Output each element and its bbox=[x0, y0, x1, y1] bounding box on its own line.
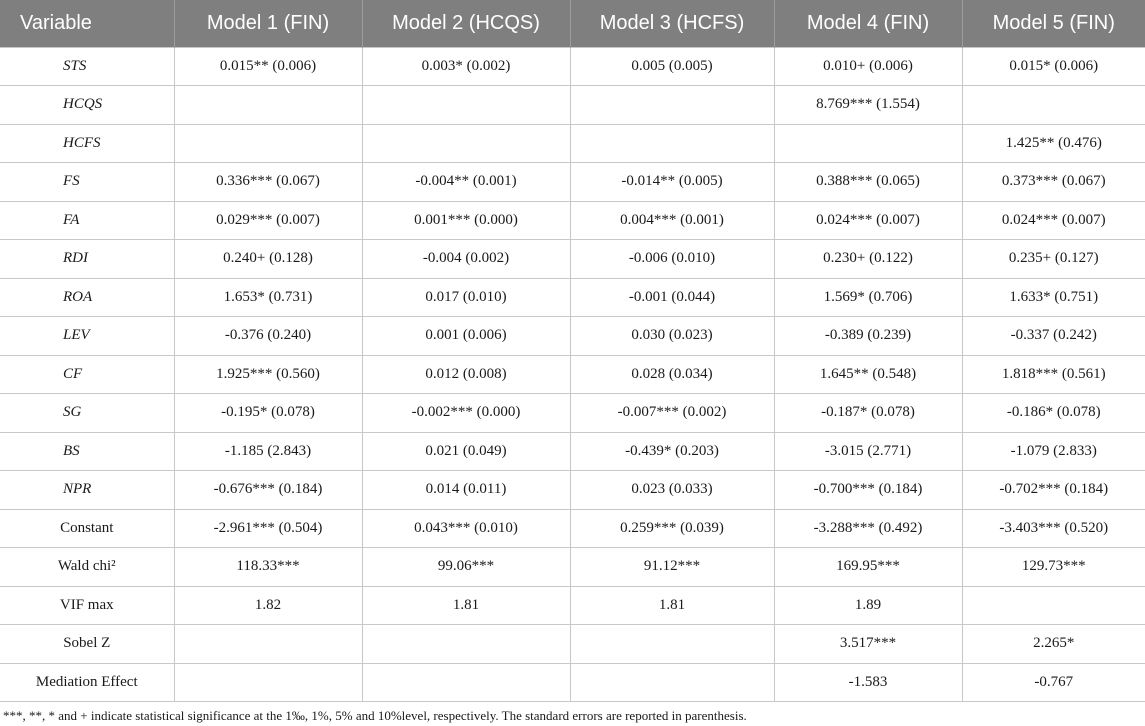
table-cell: -0.002*** (0.000) bbox=[362, 394, 570, 433]
table-cell: 118.33*** bbox=[174, 548, 362, 587]
table-cell: 91.12*** bbox=[570, 548, 774, 587]
table-row bbox=[0, 47, 1145, 86]
table-row bbox=[0, 201, 1145, 240]
row-variable-label: FA bbox=[0, 201, 174, 240]
row-variable-label: Mediation Effect bbox=[0, 663, 174, 702]
table-cell: 1.633* (0.751) bbox=[962, 278, 1145, 317]
table-cell: 1.645** (0.548) bbox=[774, 355, 962, 394]
row-variable-label: NPR bbox=[0, 471, 174, 510]
table-cell: -0.004 (0.002) bbox=[362, 240, 570, 279]
table-cell bbox=[362, 663, 570, 702]
header-model-3: Model 3 (HCFS) bbox=[570, 0, 774, 47]
table-cell: 1.818*** (0.561) bbox=[962, 355, 1145, 394]
table-cell: 0.373*** (0.067) bbox=[962, 163, 1145, 202]
table-cell: 1.81 bbox=[362, 586, 570, 625]
table-cell: -0.767 bbox=[962, 663, 1145, 702]
table-cell: 0.012 (0.008) bbox=[362, 355, 570, 394]
table-cell bbox=[362, 86, 570, 125]
row-variable-label: ROA bbox=[0, 278, 174, 317]
table-cell: 1.425** (0.476) bbox=[962, 124, 1145, 163]
table-cell: 0.021 (0.049) bbox=[362, 432, 570, 471]
table-cell: 1.81 bbox=[570, 586, 774, 625]
table-cell: 169.95*** bbox=[774, 548, 962, 587]
header-model-4: Model 4 (FIN) bbox=[774, 0, 962, 47]
header-model-1: Model 1 (FIN) bbox=[174, 0, 362, 47]
table-cell: 0.336*** (0.067) bbox=[174, 163, 362, 202]
row-variable-label: STS bbox=[0, 47, 174, 86]
table-row bbox=[0, 163, 1145, 202]
table-cell bbox=[962, 586, 1145, 625]
table-cell: 0.029*** (0.007) bbox=[174, 201, 362, 240]
table-row bbox=[0, 394, 1145, 433]
table-cell: 0.024*** (0.007) bbox=[962, 201, 1145, 240]
row-variable-label: Sobel Z bbox=[0, 625, 174, 664]
table-row bbox=[0, 548, 1145, 587]
table-cell: 0.015** (0.006) bbox=[174, 47, 362, 86]
row-variable-label: FS bbox=[0, 163, 174, 202]
table-cell: 1.569* (0.706) bbox=[774, 278, 962, 317]
row-variable-label: CF bbox=[0, 355, 174, 394]
table-cell: 0.017 (0.010) bbox=[362, 278, 570, 317]
table-row bbox=[0, 278, 1145, 317]
table-cell: -0.007*** (0.002) bbox=[570, 394, 774, 433]
table-cell: 3.517*** bbox=[774, 625, 962, 664]
table-cell: 0.003* (0.002) bbox=[362, 47, 570, 86]
table-cell bbox=[174, 663, 362, 702]
table-cell: 0.028 (0.034) bbox=[570, 355, 774, 394]
table-row bbox=[0, 124, 1145, 163]
row-variable-label: Wald chi² bbox=[0, 548, 174, 587]
table-cell: -0.337 (0.242) bbox=[962, 317, 1145, 356]
table-cell: 2.265* bbox=[962, 625, 1145, 664]
table-row bbox=[0, 240, 1145, 279]
table-cell: -0.195* (0.078) bbox=[174, 394, 362, 433]
table-cell bbox=[570, 625, 774, 664]
header-variable: Variable bbox=[0, 0, 174, 47]
table-cell: 8.769*** (1.554) bbox=[774, 86, 962, 125]
table-cell: 0.240+ (0.128) bbox=[174, 240, 362, 279]
table-cell: -0.389 (0.239) bbox=[774, 317, 962, 356]
table-cell: 0.023 (0.033) bbox=[570, 471, 774, 510]
table-row bbox=[0, 355, 1145, 394]
table-cell: 0.014 (0.011) bbox=[362, 471, 570, 510]
table-cell: 1.89 bbox=[774, 586, 962, 625]
table-cell: -0.676*** (0.184) bbox=[174, 471, 362, 510]
row-variable-label: LEV bbox=[0, 317, 174, 356]
table-row bbox=[0, 509, 1145, 548]
table-cell bbox=[174, 625, 362, 664]
table-cell: 129.73*** bbox=[962, 548, 1145, 587]
table-cell: 99.06*** bbox=[362, 548, 570, 587]
table-cell bbox=[570, 86, 774, 125]
table-cell bbox=[774, 124, 962, 163]
header-row bbox=[0, 0, 1145, 47]
row-variable-label: Constant bbox=[0, 509, 174, 548]
table-row bbox=[0, 663, 1145, 702]
row-variable-label: HCQS bbox=[0, 86, 174, 125]
table-cell bbox=[362, 625, 570, 664]
table-cell: 0.004*** (0.001) bbox=[570, 201, 774, 240]
table-cell: 0.230+ (0.122) bbox=[774, 240, 962, 279]
table-cell: -3.403*** (0.520) bbox=[962, 509, 1145, 548]
table-cell: 0.001 (0.006) bbox=[362, 317, 570, 356]
table-cell: 0.010+ (0.006) bbox=[774, 47, 962, 86]
table-cell: 0.259*** (0.039) bbox=[570, 509, 774, 548]
table-cell: -0.700*** (0.184) bbox=[774, 471, 962, 510]
table-cell: -2.961*** (0.504) bbox=[174, 509, 362, 548]
table-cell bbox=[362, 124, 570, 163]
table-cell bbox=[174, 124, 362, 163]
table-row bbox=[0, 86, 1145, 125]
table-row bbox=[0, 432, 1145, 471]
table-cell: -0.376 (0.240) bbox=[174, 317, 362, 356]
table-cell: 0.001*** (0.000) bbox=[362, 201, 570, 240]
table-cell: 1.82 bbox=[174, 586, 362, 625]
table-cell: -3.288*** (0.492) bbox=[774, 509, 962, 548]
table-row bbox=[0, 625, 1145, 664]
table-row bbox=[0, 586, 1145, 625]
table-cell: -0.186* (0.078) bbox=[962, 394, 1145, 433]
table-cell bbox=[570, 663, 774, 702]
table-cell: -1.583 bbox=[774, 663, 962, 702]
table-cell: 0.005 (0.005) bbox=[570, 47, 774, 86]
table-cell: 0.015* (0.006) bbox=[962, 47, 1145, 86]
table-cell: 1.925*** (0.560) bbox=[174, 355, 362, 394]
table-cell: 0.235+ (0.127) bbox=[962, 240, 1145, 279]
table-cell: -0.004** (0.001) bbox=[362, 163, 570, 202]
table-cell: -1.079 (2.833) bbox=[962, 432, 1145, 471]
table-cell: -0.001 (0.044) bbox=[570, 278, 774, 317]
table-row bbox=[0, 317, 1145, 356]
row-variable-label: VIF max bbox=[0, 586, 174, 625]
table-cell: -0.187* (0.078) bbox=[774, 394, 962, 433]
table-cell bbox=[174, 86, 362, 125]
header-model-5: Model 5 (FIN) bbox=[992, 11, 1115, 34]
table-cell: 0.388*** (0.065) bbox=[774, 163, 962, 202]
header-model-2: Model 2 (HCQS) bbox=[362, 0, 570, 47]
row-variable-label: HCFS bbox=[0, 124, 174, 163]
table-cell: -3.015 (2.771) bbox=[774, 432, 962, 471]
table-cell: 0.024*** (0.007) bbox=[774, 201, 962, 240]
row-variable-label: RDI bbox=[0, 240, 174, 279]
table-row bbox=[0, 471, 1145, 510]
table-cell bbox=[570, 124, 774, 163]
row-variable-label: SG bbox=[0, 394, 174, 433]
table-cell: 0.043*** (0.010) bbox=[362, 509, 570, 548]
table-cell: -0.006 (0.010) bbox=[570, 240, 774, 279]
row-variable-label: BS bbox=[0, 432, 174, 471]
table-cell: 0.030 (0.023) bbox=[570, 317, 774, 356]
table-cell: -0.439* (0.203) bbox=[570, 432, 774, 471]
table-cell bbox=[962, 86, 1145, 125]
table-cell: -1.185 (2.843) bbox=[174, 432, 362, 471]
table-cell: 1.653* (0.731) bbox=[174, 278, 362, 317]
table-cell: -0.014** (0.005) bbox=[570, 163, 774, 202]
table-cell: -0.702*** (0.184) bbox=[962, 471, 1145, 510]
table-footnote: ***, **, * and + indicate statistical significance at the 1‰, 1%, 5% and 10%level, respectively. The standard errors are reported in parenthesis. bbox=[3, 708, 747, 723]
